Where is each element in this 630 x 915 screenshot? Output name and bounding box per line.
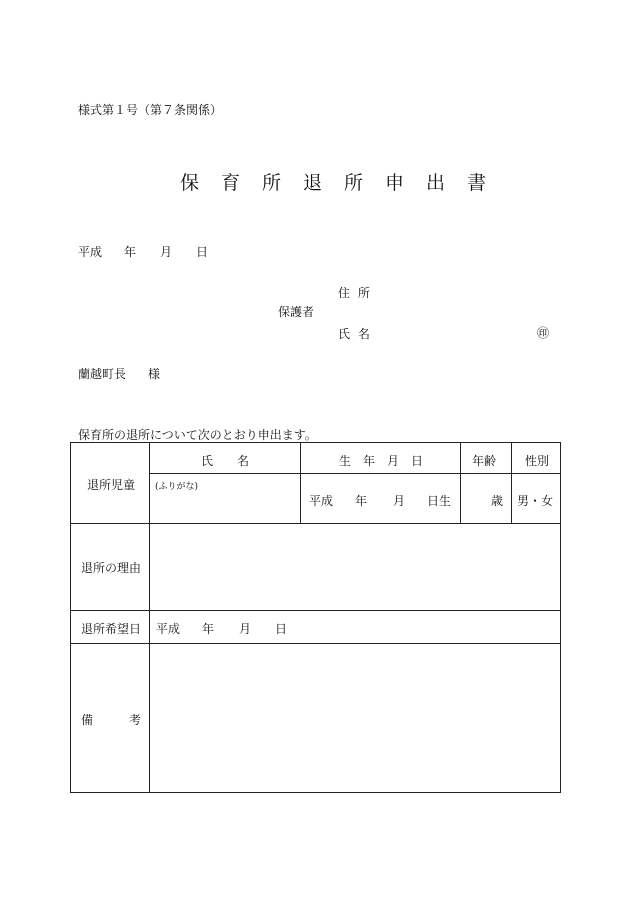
- header-age: 年齢: [472, 454, 497, 468]
- date-day-label: 日: [196, 245, 209, 259]
- remarks-field[interactable]: [151, 645, 559, 791]
- addressee-name: 蘭越町長: [78, 367, 127, 381]
- form-number: 様式第１号（第７条関係）: [78, 103, 223, 117]
- age-column-divider: [511, 443, 512, 524]
- name-column-divider: [300, 443, 301, 524]
- desired-year-label: 年: [202, 622, 215, 636]
- birthdate-column-divider: [460, 443, 461, 524]
- desired-date-label: 退所希望日: [81, 622, 142, 636]
- date-year-label: 年: [124, 245, 137, 259]
- birth-era: 平成: [309, 494, 334, 508]
- withdrawal-form-table: [70, 442, 561, 793]
- addressee-suffix: 様: [148, 367, 161, 381]
- desired-month-label: 月: [239, 622, 252, 636]
- reason-label: 退所の理由: [81, 561, 142, 575]
- header-divider: [149, 473, 561, 474]
- seal-mark-icon: ㊞: [537, 326, 550, 340]
- header-birthdate: 生 年 月 日: [339, 454, 424, 468]
- sex-options: 男・女: [517, 494, 554, 508]
- furigana-label: (ふりがな): [155, 482, 199, 492]
- header-name: 氏 名: [201, 454, 250, 468]
- row-divider-date: [71, 643, 561, 644]
- birth-day-label: 日生: [427, 494, 452, 508]
- remarks-label: 備 考: [81, 713, 142, 727]
- birth-month-label: 月: [393, 494, 406, 508]
- child-name-field[interactable]: [151, 491, 299, 522]
- row-divider-reason: [71, 610, 561, 611]
- row-divider-child: [71, 523, 561, 524]
- guardian-label: 保護者: [278, 305, 315, 319]
- label-column-divider: [149, 443, 150, 793]
- age-unit: 歳: [491, 494, 504, 508]
- header-sex: 性別: [525, 454, 550, 468]
- address-label: 住 所: [338, 286, 372, 300]
- child-row-label: 退所児童: [87, 478, 136, 492]
- date-era: 平成: [78, 245, 103, 259]
- reason-field[interactable]: [151, 525, 559, 609]
- desired-day-label: 日: [275, 622, 288, 636]
- birth-year-label: 年: [355, 494, 368, 508]
- desired-era: 平成: [156, 622, 181, 636]
- name-label: 氏 名: [338, 327, 372, 341]
- document-title: 保育所退所申出書: [180, 172, 509, 194]
- date-month-label: 月: [160, 245, 173, 259]
- intro-text: 保育所の退所について次のとおり申出ます。: [78, 428, 317, 442]
